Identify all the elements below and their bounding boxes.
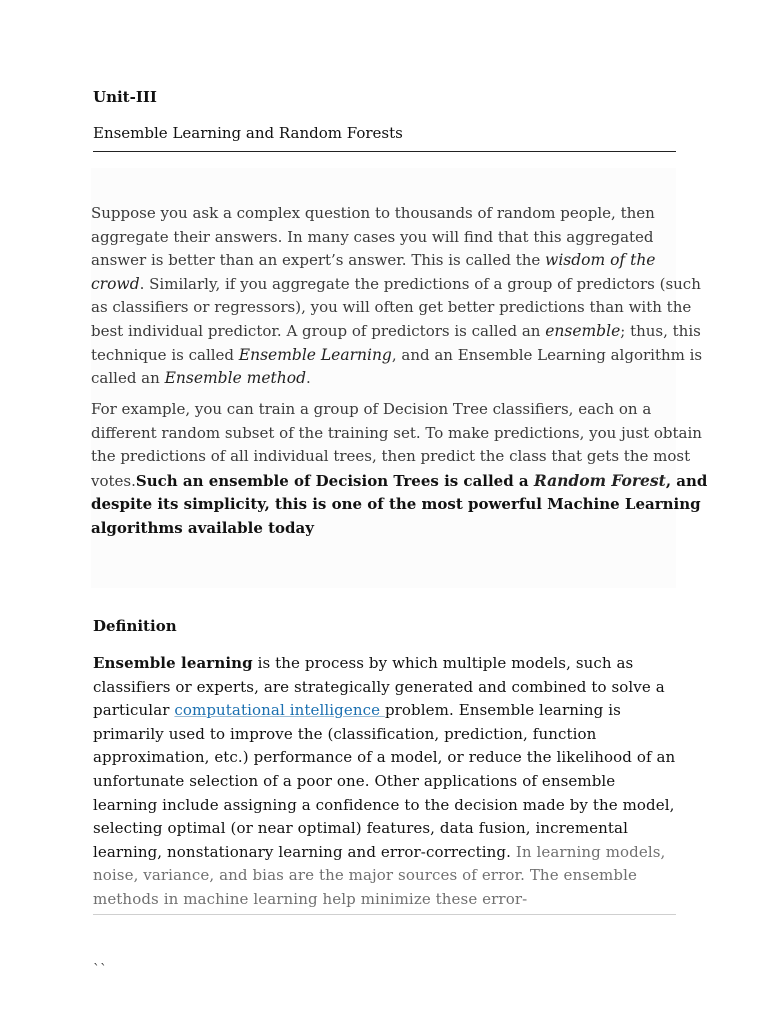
- intro-emphasis-ensemble-learning: Ensemble Learning: [238, 345, 392, 364]
- random-forest-statement: [91, 472, 707, 537]
- example-text: For example, you can train a group of Decision Tree classifiers, each on a different random subset of the training set. To make predictions, you just obtain the predictions of all individual trees, then predict the class that gets the most votes.: [91, 400, 702, 490]
- definition-paragraph: [93, 652, 683, 912]
- definition-faded-text: In learning models, noise, variance, and bias are the major sources of error. The ensemble methods in machine learning help minimize these error-: [93, 842, 666, 908]
- random-forest-text-2: , and despite its simplicity, this is one of the most powerful Machine Learning algorithms available today: [91, 471, 708, 537]
- bottom-divider: [93, 914, 676, 915]
- intro-text-5: .: [306, 369, 311, 388]
- computational-intelligence-link[interactable]: computational intelligence: [174, 701, 385, 720]
- footer-marks: ``: [93, 962, 107, 978]
- definition-heading: Definition: [93, 617, 177, 635]
- unit-heading: Unit-III: [93, 88, 157, 106]
- intro-text-3: ; thus, this technique is called: [91, 321, 701, 364]
- intro-text-4: , and an Ensemble Learning algorithm is called an: [91, 345, 703, 388]
- example-paragraph: [91, 398, 711, 541]
- intro-paragraph: [91, 202, 711, 391]
- intro-emphasis-ensemble-method: Ensemble method: [164, 369, 306, 388]
- definition-term: Ensemble learning: [93, 654, 253, 672]
- document-subtitle: Ensemble Learning and Random Forests: [93, 124, 403, 142]
- intro-text-1: Suppose you ask a complex question to thousands of random people, then aggregate their answers. In many cases you will find that this aggregated answer is better than an expert’s answer. This is called the: [91, 204, 655, 270]
- random-forest-text-1: Such an ensemble of Decision Trees is called a: [135, 471, 534, 490]
- intro-emphasis-wisdom: wisdom of the crowd: [91, 251, 656, 293]
- title-divider: [93, 151, 676, 152]
- intro-text-2: . Similarly, if you aggregate the predictions of a group of predictors (such as classifiers or regressors), you will often get better predictions than with the best individual predictor. A group of predictors is called an: [91, 274, 701, 340]
- intro-emphasis-ensemble: ensemble: [545, 321, 621, 340]
- random-forest-term: Random Forest: [533, 470, 666, 490]
- definition-text-2: problem. Ensemble learning is primarily used to improve the (classification, prediction, function approximation, etc.) performance of a model, or reduce the likelihood of an unfortunate selection of a poor one. Other applications of ensemble learning include assigning a confidence to the decision made by the model, selecting optimal (or near optimal) features, data fusion, incremental learning, nonstationary learning and error-correcting.: [93, 701, 676, 861]
- definition-text-1: is the process by which multiple models, such as classifiers or experts, are strategically generated and combined to solve a particular: [93, 654, 665, 720]
